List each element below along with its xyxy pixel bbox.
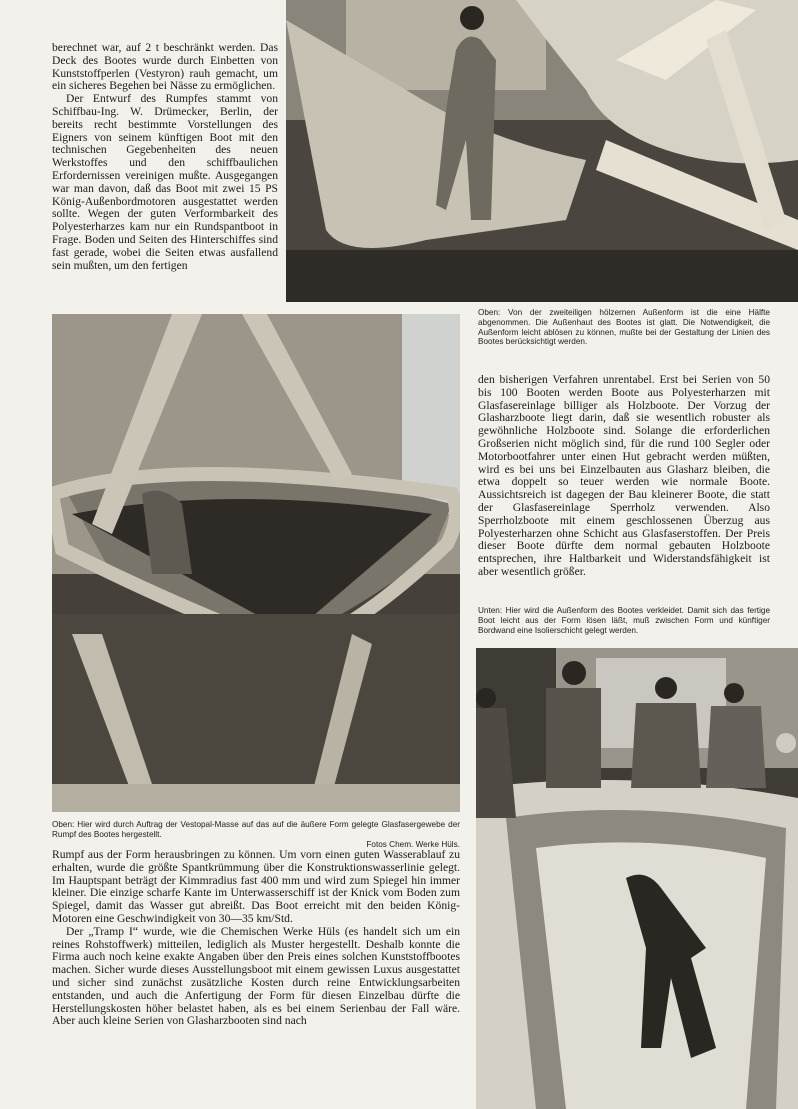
paragraph: Der Entwurf des Rumpfes stammt von Schiffbau-Ing. W. Drümecker, Berlin, der bereits recht bestimmte Vorstellungen des Eigners von seinem künftigen Boot mit den technischen Gegebenheiten des neuen Werkstoffes und den schiffbaulichen Erfordernissen vereinigen mußte. Ausgegangen war man davon, daß das Boot mit zwei 15 PS König-Außenbordmotoren ausgestattet werden sollte. Wegen der guten Verformbarkeit des Polyesterharzes kam nur ein Rundspantboot in Frage. Boden und Seiten des Hinterschiffes sind fast gerade, wobei die Seiten etwas ausfallend sein mußten, um den fertigen — [52, 92, 278, 272]
paragraph: berechnet war, auf 2 t beschränkt werden. Das Deck des Bootes wurde durch Einbetten von Kunststoffperlen (Vestyron) rauh gemacht, um ein sicheres Begehen bei Nässe zu ermöglichen. — [52, 41, 278, 93]
paragraph: Rumpf aus der Form herausbringen zu können. Um vorn einen guten Wasserablauf zu erhalten, wurde die größte Spantkrümmung über die Konstruktionswasserlinie gelegt. Im Hauptspant beträgt der Kimmradius fast 400 mm und wird zum Spiegel hin immer kleiner. Die einzige scharfe Kante im Unterwasserschiff ist der Knick vom Boden zum Spiegel, damit das Wasser gut abreißt. Das Boot erreicht mit den beiden König-Motoren eine Geschwindigkeit von 30—35 km/Std. — [52, 848, 460, 925]
photo-credit: Fotos Chem. Werke Hüls. — [366, 839, 460, 849]
article-text-column-right — [478, 374, 770, 579]
caption-right-lower: Unten: Hier wird die Außenform des Bootes verkleidet. Damit sich das fertige Boot leicht aus der Form lösen läßt, muß zwischen Form und künftiger Bordwand eine Isolierschicht gelegt werden. — [478, 606, 770, 635]
article-text-column-1 — [52, 42, 278, 272]
photo-laminating-hull — [52, 314, 460, 812]
article-text-bottom-left — [52, 849, 460, 1028]
paragraph: den bisherigen Verfahren unrentabel. Erst bei Serien von 50 bis 100 Booten werden Boote aus Polyesterharzen mit Glasfasereinlage billiger als Holzboote. Der Vorzug der Glasharzboote liegt darin, daß sie wesentlich robuster als gewöhnliche Holzboote sind. Solange die erforderlichen Großserien nicht möglich sind, für die rund 100 Segler oder Motorbootfahrer unter einen Hut gebracht werden müßten, wird es bei uns bei Einzelbauten aus Glasharz bleiben, die etwa doppelt so teuer werden wie normale Boote. Aussichtsreich ist dagegen der Bau kleinerer Boote, die statt der Glasfasereinlage Sperrholz verwenden. Also Sperrholzboote mit einem geschlossenen Überzug aus Polyesterharzen ohne Schicht aus Glasfaserstoffen. Der Preis dieser Boote dürfte dem normal gebauten Holzboote entsprechen, ihre Haltbarkeit und Widerstandsfähigkeit ist aber wesentlich größer. — [478, 373, 770, 578]
paragraph: Der „Tramp I“ wurde, wie die Chemischen Werke Hüls (es handelt sich um ein reines Rohstoffwerk) mitteilen, lediglich als Muster hergestellt. Deshalb konnte die Firma auch noch keine exakte Angaben über den Preis eines solchen Kunststoffbootes machen. Sicher wurde dieses Ausstellungsboot mit einem gewissen Luxus ausgestattet und sicher sind zunächst zusätzliche Kosten durch reine Entwicklungsarbeiten entstanden, und auch die Anfertigung der Form für diesen Einzelbau dürfte die Herstellungskosten höher belastet haben, als es bei einem Serienbau der Fall wäre. Aber auch kleine Serien von Glasharzbooten sind nach — [52, 924, 460, 1028]
photo-lining-mould — [476, 648, 798, 1109]
caption-top-right: Oben: Von der zweiteiligen hölzernen Außenform ist die eine Hälfte abgenommen. Die Außenhaut des Bootes ist glatt. Die Notwendigkeit, die Außenform leicht ablösen zu können, mußte bei der Gestaltung der Linien des Bootes berücksichtigt werden. — [478, 308, 770, 347]
caption-text: Oben: Hier wird durch Auftrag der Vestopal-Masse auf das auf die äußere Form gelegte Glasfasergewebe der Rumpf des Bootes hergestellt. — [52, 820, 460, 839]
caption-center — [52, 820, 460, 849]
photo-hull-mould-half-removed — [286, 0, 798, 302]
